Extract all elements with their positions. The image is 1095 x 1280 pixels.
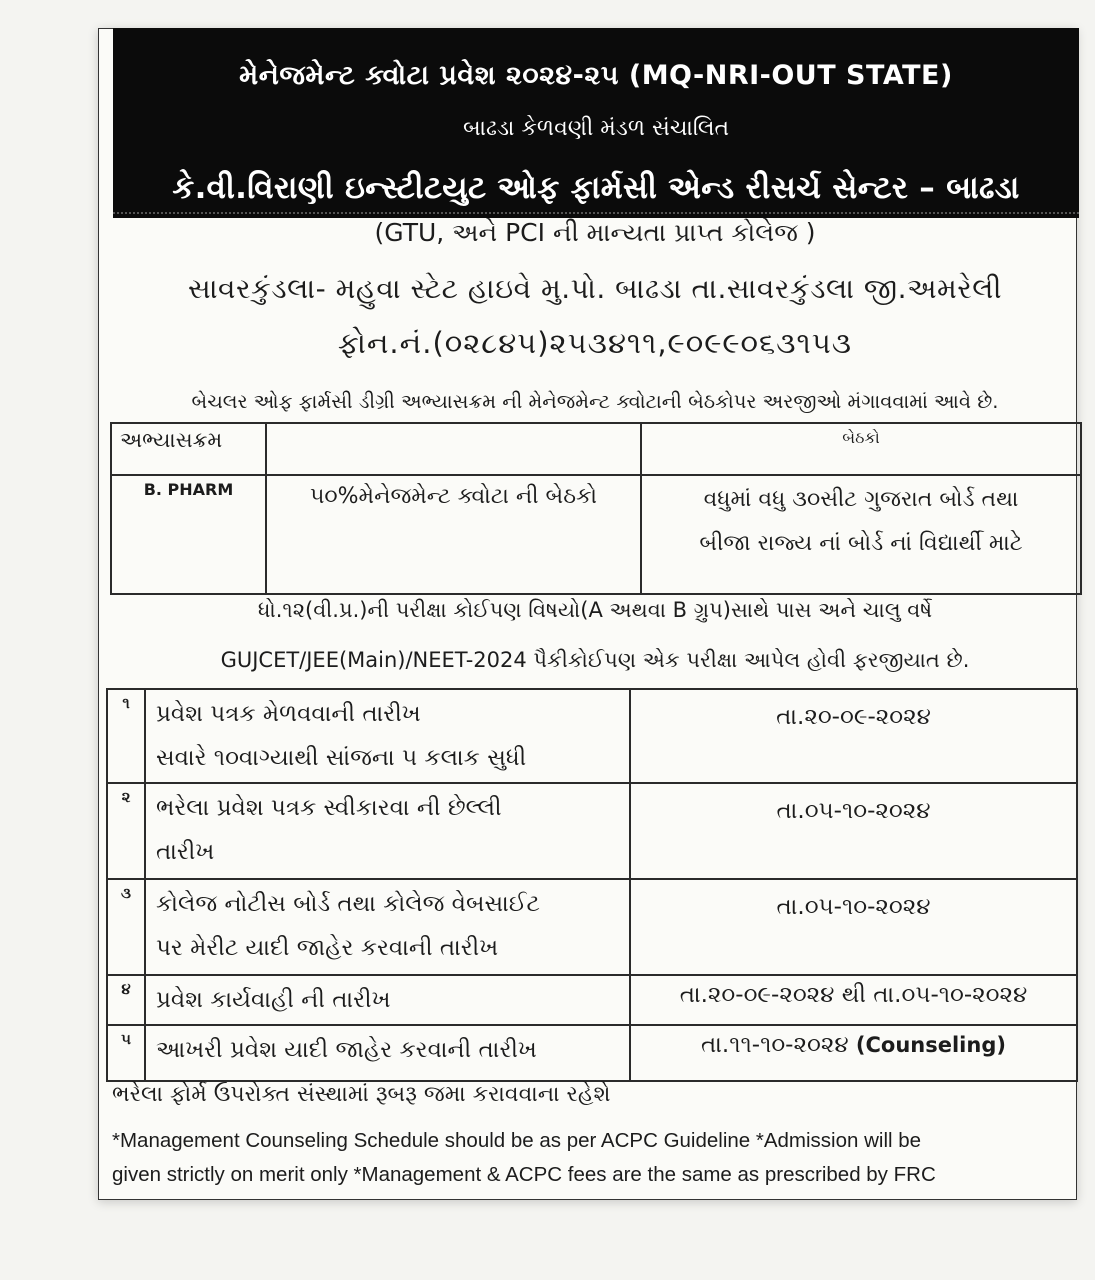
row-description-line-1: પ્રવેશ કાર્યવાહી ની તારીખ bbox=[156, 987, 391, 1013]
intro-line: બેચલર ઓફ ફાર્મસી ડીગ્રી અભ્યાસક્રમ ની મેનેજમેન્ટ ક્વોટાની બેઠકોપર અરજીઓ મંગાવવામાં આવે છે. bbox=[191, 390, 999, 413]
seats-table bbox=[110, 422, 1082, 595]
course-cell: B. PHARM bbox=[111, 475, 266, 594]
disclaimer-line-1: *Management Counseling Schedule should be as per ACPC Guideline *Admission will be bbox=[112, 1129, 922, 1152]
seats-line-2: બીજા રાજ્ય નાં બોર્ડ નાં વિદ્યાર્થી માટે bbox=[699, 531, 1023, 556]
recognition-line: (GTU, અને PCI ની માન્યતા પ્રાપ્ત કોલેજ ) bbox=[374, 218, 816, 247]
row-description-line-2: સવારે ૧૦વાગ્યાથી સાંજના ૫ કલાક સુધી bbox=[156, 745, 527, 771]
row-description bbox=[145, 783, 630, 879]
col-seats-header: બેઠકો bbox=[641, 423, 1081, 475]
institute-name: કે.વી.વિરાણી ઇન્સ્ટીટયુટ ઓફ ફાર્મસી એન્ડ રીસર્ચ સેન્ટર – બાઢડા bbox=[172, 170, 1020, 206]
seats-line-1: વધુમાં વધુ ૩૦સીટ ગુજરાત બોર્ડ તથા bbox=[703, 487, 1019, 512]
row-description-line-1: કોલેજ નોટીસ બોર્ડ તથા કોલેજ વેબસાઈટ bbox=[156, 891, 540, 917]
eligibility-line-2: GUJCET/JEE(Main)/NEET-2024 પૈકીકોઈપણ એક પરીક્ષા આપેલ હોવી ફરજીયાત છે. bbox=[220, 648, 970, 672]
schedule-table bbox=[106, 688, 1078, 1082]
col-empty-header bbox=[266, 423, 641, 475]
schedule-row bbox=[107, 879, 1077, 975]
address-line: સાવરકુંડલા- મહુવા સ્ટેટ હાઇવે મુ.પો. બાઢડા તા.સાવરકુંડલા જી.અમરેલી bbox=[188, 272, 1002, 305]
eligibility-line-1: ધો.૧૨(વી.પ્ર.)ની પરીક્ષા કોઈપણ વિષયો(A અથવા B ગ્રુપ)સાથે પાસ અને ચાલુ વર્ષે bbox=[257, 598, 933, 622]
row-number: ૧ bbox=[107, 689, 145, 783]
row-description bbox=[145, 975, 630, 1025]
row-description-line-1: ભરેલા પ્રવેશ પત્રક સ્વીકારવા ની છેલ્લી bbox=[156, 795, 502, 821]
row-description-line-1: પ્રવેશ પત્રક મેળવવાની તારીખ bbox=[156, 701, 421, 727]
quota-cell: ૫૦%મેનેજમેન્ટ ક્વોટા ની બેઠકો bbox=[266, 475, 641, 594]
schedule-row bbox=[107, 975, 1077, 1025]
row-description bbox=[145, 689, 630, 783]
row-date-value: તા.૧૧-૧૦-૨૦૨૪ bbox=[701, 1032, 849, 1058]
disclaimer-line-2: given strictly on merit only *Management & ACPC fees are the same as prescribed by FRC bbox=[112, 1163, 936, 1186]
counseling-label: (Counseling) bbox=[855, 1033, 1006, 1057]
dotted-divider bbox=[113, 212, 1079, 214]
seats-table-header bbox=[111, 423, 1081, 475]
row-date bbox=[630, 1025, 1077, 1081]
row-date: તા.૨૦-૦૯-૨૦૨૪ થી તા.૦૫-૧૦-૨૦૨૪ bbox=[630, 975, 1077, 1025]
disclaimer bbox=[112, 1124, 1062, 1192]
row-date: તા.૦૫-૧૦-૨૦૨૪ bbox=[630, 783, 1077, 879]
row-number: ૩ bbox=[107, 879, 145, 975]
row-description-line-2: તારીખ bbox=[156, 839, 215, 865]
row-number: ૫ bbox=[107, 1025, 145, 1081]
notice-title: મેનેજમેન્ટ ક્વોટા પ્રવેશ ૨૦૨૪-૨૫ (MQ-NRI-OUT STATE) bbox=[239, 60, 953, 91]
schedule-row bbox=[107, 689, 1077, 783]
submission-note: ભરેલા ફોર્મ ઉપરોક્ત સંસ્થામાં રૂબરૂ જમા કરાવવાના રહેશે bbox=[112, 1082, 611, 1107]
row-number: ૨ bbox=[107, 783, 145, 879]
row-description bbox=[145, 879, 630, 975]
col-course-header: અભ્યાસક્રમ bbox=[111, 423, 266, 475]
row-date: તા.૨૦-૦૯-૨૦૨૪ bbox=[630, 689, 1077, 783]
schedule-row bbox=[107, 783, 1077, 879]
row-date: તા.૦૫-૧૦-૨૦૨૪ bbox=[630, 879, 1077, 975]
row-description bbox=[145, 1025, 630, 1081]
phone-line: ફોન.નં.(૦૨૮૪૫)૨૫૩૪૧૧,૯૦૯૯૦૬૩૧૫૩ bbox=[337, 326, 853, 360]
row-number: ૪ bbox=[107, 975, 145, 1025]
notice-header bbox=[113, 28, 1079, 218]
schedule-row bbox=[107, 1025, 1077, 1081]
seats-cell bbox=[641, 475, 1081, 594]
row-description-line-1: આખરી પ્રવેશ યાદી જાહેર કરવાની તારીખ bbox=[156, 1037, 537, 1063]
row-description-line-2: પર મેરીટ યાદી જાહેર કરવાની તારીખ bbox=[156, 935, 499, 961]
organizer-line: બાઢડા કેળવણી મંડળ સંચાલિત bbox=[462, 116, 730, 141]
seats-table-row bbox=[111, 475, 1081, 594]
